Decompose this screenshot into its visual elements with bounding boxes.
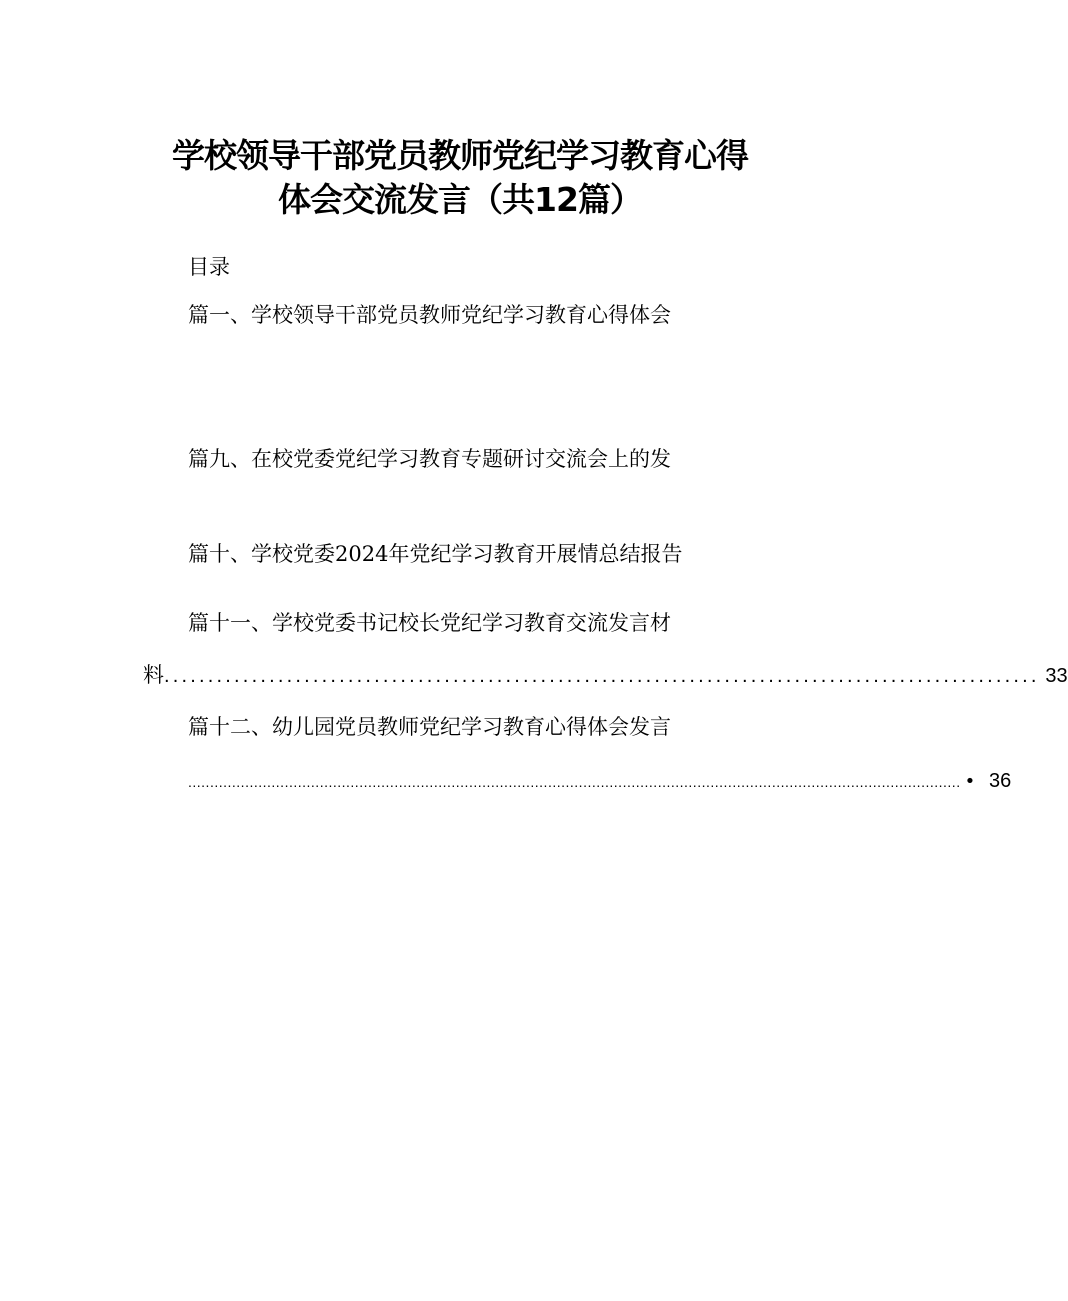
document-title-line-1: 学校领导干部党员教师党纪学习教育心得	[172, 136, 748, 175]
document-title-line-2: 体会交流发言（共12篇）	[278, 180, 642, 219]
dot-leader: ................................................................................................................................................................................	[188, 774, 961, 790]
toc-entry-10[interactable]: 篇十、学校党委2024年党纪学习教育开展情总结报告	[188, 542, 683, 566]
toc-entry-11-leader-row[interactable]	[143, 660, 1068, 691]
toc-entry-12-page-number: 36	[988, 770, 1012, 792]
toc-entry-12[interactable]: 篇十二、幼儿园党员教师党纪学习教育心得体会发言	[188, 715, 671, 739]
toc-entry-11[interactable]: 篇十一、学校党委书记校长党纪学习教育交流发言材	[188, 611, 671, 635]
toc-entry-11-continuation: 料	[143, 663, 164, 687]
toc-entry-1[interactable]: 篇一、学校领导干部党员教师党纪学习教育心得体会	[188, 303, 671, 327]
toc-heading: 目录	[188, 255, 230, 279]
dot-leader: ....................................................................................................	[164, 665, 1040, 687]
toc-entry-9[interactable]: 篇九、在校党委党纪学习教育专题研讨交流会上的发	[188, 447, 671, 471]
bullet-icon: •	[964, 771, 976, 792]
toc-entry-11-page-number: 33	[1045, 665, 1068, 687]
toc-entry-12-leader-row[interactable]	[188, 766, 1012, 797]
